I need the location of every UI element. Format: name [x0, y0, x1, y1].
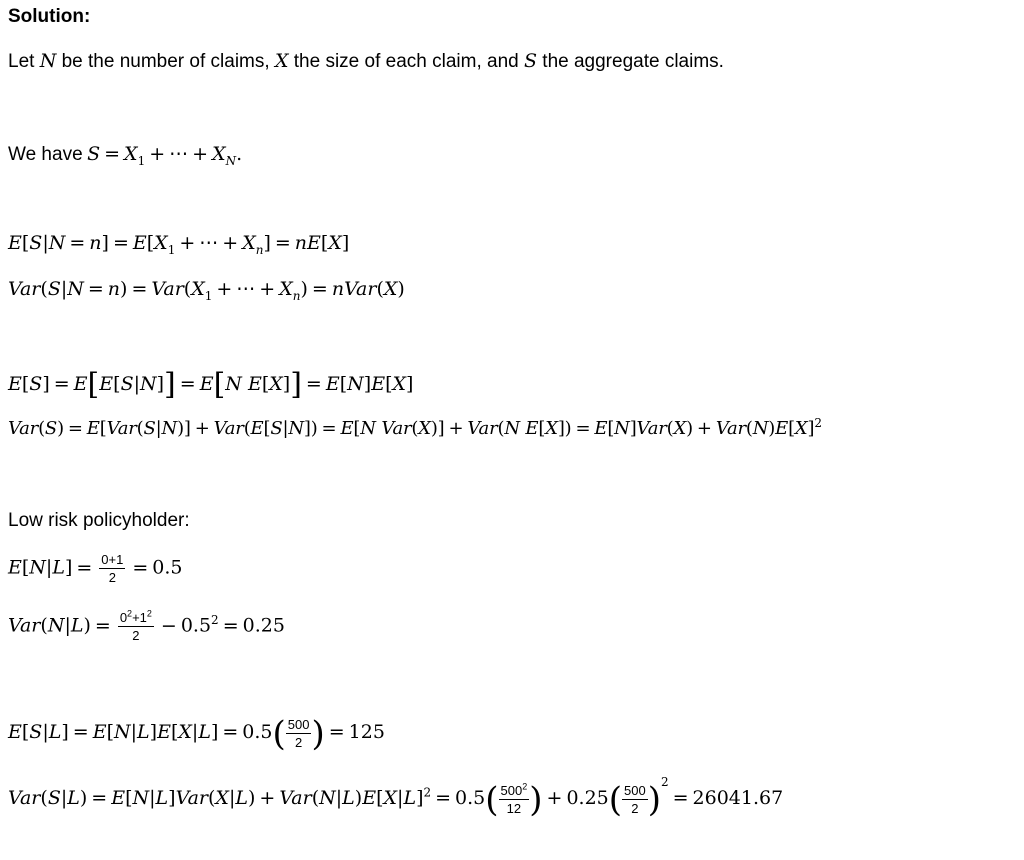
total-variance-equation: Var(S) = E[Var(S|N)] + Var(E[S|N]) = E[N Var(X)] + Var(N $E[X]) = E[N]Var(X) + Var(N)E[X]^2$	[8, 416, 822, 439]
low-risk-mean-n: E[N|L] = $\frac{0+1}{2}$ = 0.5	[8, 552, 183, 585]
heading: Solution:	[8, 6, 91, 27]
low-risk-variance-n: Var(N|L) = $\frac{0^2+1^2}{2}$ − $0.5^2 = 0.25$	[8, 608, 285, 643]
intro-text: Let N be the number of claims, X the size of each claim, and S the aggregate claims.	[8, 50, 724, 72]
section-label: Low risk policyholder:	[8, 510, 190, 531]
final-value: 26041.67	[692, 787, 784, 809]
conditional-variance-equation: $Var(S|N = n) = Var(X_1$ + ⋯ + $X_n$) = nVar(X)	[8, 278, 405, 303]
low-risk-mean-s: E[S|L] = E[N|L]E[X|L] = 0.5( $\frac{500}{2}$ ) = 125	[8, 714, 385, 754]
total-mean-equation: E[S] = E[E[S|N]] = E[N E[X]] = E[N]E[X]	[8, 367, 414, 402]
low-risk-variance-s: $Var(S|L) = E[N|L]Var(X|L) + Var(N|L)E[X|L]^2 = 0.5$( $\frac{500^2}{12}$ ) + 0.25( $\frac{500}{2}$ )$^2$= 26041.67	[8, 775, 784, 820]
conditional-mean-equation: $E[S|N = n] = E[X_1$ + ⋯ + $X_n] = nE[X]$	[8, 232, 350, 257]
sum-definition: We have $S = X_1$ + ⋯ + $X_N$.	[8, 143, 243, 168]
have-label: We have	[8, 144, 83, 165]
